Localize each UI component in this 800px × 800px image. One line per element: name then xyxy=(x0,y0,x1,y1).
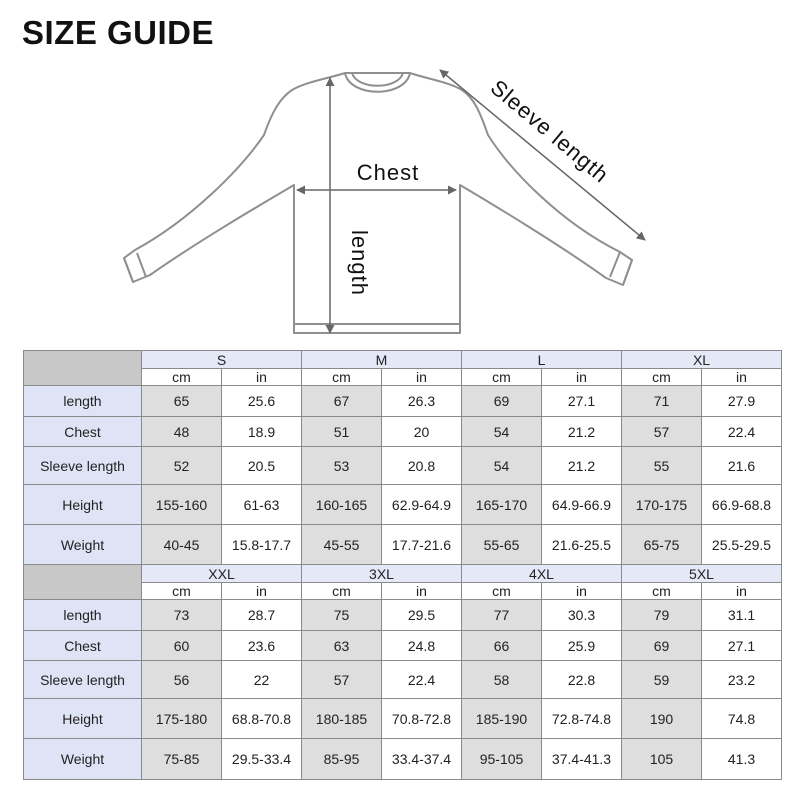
unit-header: cm xyxy=(462,583,542,600)
table-cell: 22.4 xyxy=(382,661,462,699)
table-cell: 15.8-17.7 xyxy=(222,525,302,566)
length-label: length xyxy=(347,230,372,296)
table-cell: 65 xyxy=(142,386,222,417)
table-cell: 77 xyxy=(462,600,542,631)
table-cell: 74.8 xyxy=(702,699,782,739)
row-label: Chest xyxy=(24,631,142,661)
table-cell: 69 xyxy=(462,386,542,417)
size-header: 5XL xyxy=(622,565,782,583)
table-cell: 58 xyxy=(462,661,542,699)
table-cell: 62.9-64.9 xyxy=(382,485,462,525)
row-label: Height xyxy=(24,485,142,525)
table-cell: 25.5-29.5 xyxy=(702,525,782,566)
table-cell: 27.1 xyxy=(702,631,782,661)
table-row xyxy=(24,386,782,417)
table-cell: 18.9 xyxy=(222,417,302,447)
table-cell: 54 xyxy=(462,447,542,485)
unit-header: in xyxy=(702,583,782,600)
table-cell: 29.5 xyxy=(382,600,462,631)
sleeve-measure-line xyxy=(440,70,645,240)
table-row xyxy=(24,600,782,631)
table-row xyxy=(24,525,782,566)
table-cell: 26.3 xyxy=(382,386,462,417)
table-cell: 79 xyxy=(622,600,702,631)
table-cell: 70.8-72.8 xyxy=(382,699,462,739)
table-cell: 48 xyxy=(142,417,222,447)
row-label: Sleeve length xyxy=(24,447,142,485)
table-cell: 21.6 xyxy=(702,447,782,485)
table-cell: 51 xyxy=(302,417,382,447)
unit-header: in xyxy=(542,583,622,600)
table-cell: 160-165 xyxy=(302,485,382,525)
table-cell: 95-105 xyxy=(462,739,542,780)
table-cell: 170-175 xyxy=(622,485,702,525)
table-cell: 31.1 xyxy=(702,600,782,631)
table-cell: 175-180 xyxy=(142,699,222,739)
table-cell: 22.4 xyxy=(702,417,782,447)
table-cell: 72.8-74.8 xyxy=(542,699,622,739)
table-cell: 185-190 xyxy=(462,699,542,739)
page-title: SIZE GUIDE xyxy=(22,14,215,51)
table-cell: 30.3 xyxy=(542,600,622,631)
unit-header: in xyxy=(222,369,302,386)
table-cell: 66.9-68.8 xyxy=(702,485,782,525)
unit-header: cm xyxy=(622,583,702,600)
table-cell: 73 xyxy=(142,600,222,631)
row-label: length xyxy=(24,386,142,417)
table-cell: 24.8 xyxy=(382,631,462,661)
table-cell: 155-160 xyxy=(142,485,222,525)
unit-header: cm xyxy=(302,583,382,600)
table-cell: 61-63 xyxy=(222,485,302,525)
table-cell: 23.2 xyxy=(702,661,782,699)
unit-header: in xyxy=(382,583,462,600)
table-cell: 20.5 xyxy=(222,447,302,485)
size-header: L xyxy=(462,351,622,369)
row-label: length xyxy=(24,600,142,631)
shirt-diagram xyxy=(0,0,800,345)
size-header: XXL xyxy=(142,565,302,583)
table-row xyxy=(24,417,782,447)
row-label: Height xyxy=(24,699,142,739)
unit-header: in xyxy=(542,369,622,386)
row-label: Weight xyxy=(24,525,142,566)
table-cell: 71 xyxy=(622,386,702,417)
row-label: Weight xyxy=(24,739,142,780)
table-cell: 63 xyxy=(302,631,382,661)
table-row xyxy=(24,485,782,525)
table-row xyxy=(24,447,782,485)
table-cell: 64.9-66.9 xyxy=(542,485,622,525)
chest-label: Chest xyxy=(356,160,420,185)
table-cell: 33.4-37.4 xyxy=(382,739,462,780)
table-cell: 25.9 xyxy=(542,631,622,661)
table-cell: 22.8 xyxy=(542,661,622,699)
table-cell: 37.4-41.3 xyxy=(542,739,622,780)
table-cell: 59 xyxy=(622,661,702,699)
table-cell: 65-75 xyxy=(622,525,702,566)
table-cell: 57 xyxy=(622,417,702,447)
table-cell: 75 xyxy=(302,600,382,631)
size-table-2 xyxy=(23,564,782,780)
table-cell: 55 xyxy=(622,447,702,485)
unit-header: cm xyxy=(142,369,222,386)
unit-header: cm xyxy=(302,369,382,386)
table-cell: 21.6-25.5 xyxy=(542,525,622,566)
unit-header: in xyxy=(382,369,462,386)
table-cell: 69 xyxy=(622,631,702,661)
table-cell: 180-185 xyxy=(302,699,382,739)
table-cell: 45-55 xyxy=(302,525,382,566)
table-row xyxy=(24,739,782,780)
size-table-1 xyxy=(23,350,782,566)
table-cell: 85-95 xyxy=(302,739,382,780)
table-cell: 52 xyxy=(142,447,222,485)
header-corner xyxy=(24,565,142,600)
table-cell: 27.1 xyxy=(542,386,622,417)
table-cell: 67 xyxy=(302,386,382,417)
sleeve-length-label: Sleeve length xyxy=(485,74,614,188)
row-label: Chest xyxy=(24,417,142,447)
table-cell: 20 xyxy=(382,417,462,447)
table-row xyxy=(24,631,782,661)
table-cell: 28.7 xyxy=(222,600,302,631)
table-cell: 29.5-33.4 xyxy=(222,739,302,780)
row-label: Sleeve length xyxy=(24,661,142,699)
size-header: 3XL xyxy=(302,565,462,583)
table-cell: 21.2 xyxy=(542,417,622,447)
table-cell: 57 xyxy=(302,661,382,699)
size-header: XL xyxy=(622,351,782,369)
unit-header: in xyxy=(222,583,302,600)
table-cell: 165-170 xyxy=(462,485,542,525)
table-cell: 21.2 xyxy=(542,447,622,485)
table-cell: 60 xyxy=(142,631,222,661)
table-cell: 190 xyxy=(622,699,702,739)
table-cell: 27.9 xyxy=(702,386,782,417)
header-corner xyxy=(24,351,142,386)
table-cell: 22 xyxy=(222,661,302,699)
table-cell: 55-65 xyxy=(462,525,542,566)
shirt-outline xyxy=(124,73,632,333)
table-row xyxy=(24,699,782,739)
table-row xyxy=(24,661,782,699)
table-cell: 40-45 xyxy=(142,525,222,566)
table-cell: 25.6 xyxy=(222,386,302,417)
size-header: S xyxy=(142,351,302,369)
table-cell: 20.8 xyxy=(382,447,462,485)
table-cell: 105 xyxy=(622,739,702,780)
table-cell: 54 xyxy=(462,417,542,447)
unit-header: cm xyxy=(462,369,542,386)
table-cell: 75-85 xyxy=(142,739,222,780)
unit-header: in xyxy=(702,369,782,386)
table-cell: 56 xyxy=(142,661,222,699)
table-cell: 41.3 xyxy=(702,739,782,780)
size-header: M xyxy=(302,351,462,369)
table-cell: 68.8-70.8 xyxy=(222,699,302,739)
table-cell: 66 xyxy=(462,631,542,661)
table-cell: 53 xyxy=(302,447,382,485)
unit-header: cm xyxy=(142,583,222,600)
unit-header: cm xyxy=(622,369,702,386)
table-cell: 17.7-21.6 xyxy=(382,525,462,566)
table-cell: 23.6 xyxy=(222,631,302,661)
size-header: 4XL xyxy=(462,565,622,583)
